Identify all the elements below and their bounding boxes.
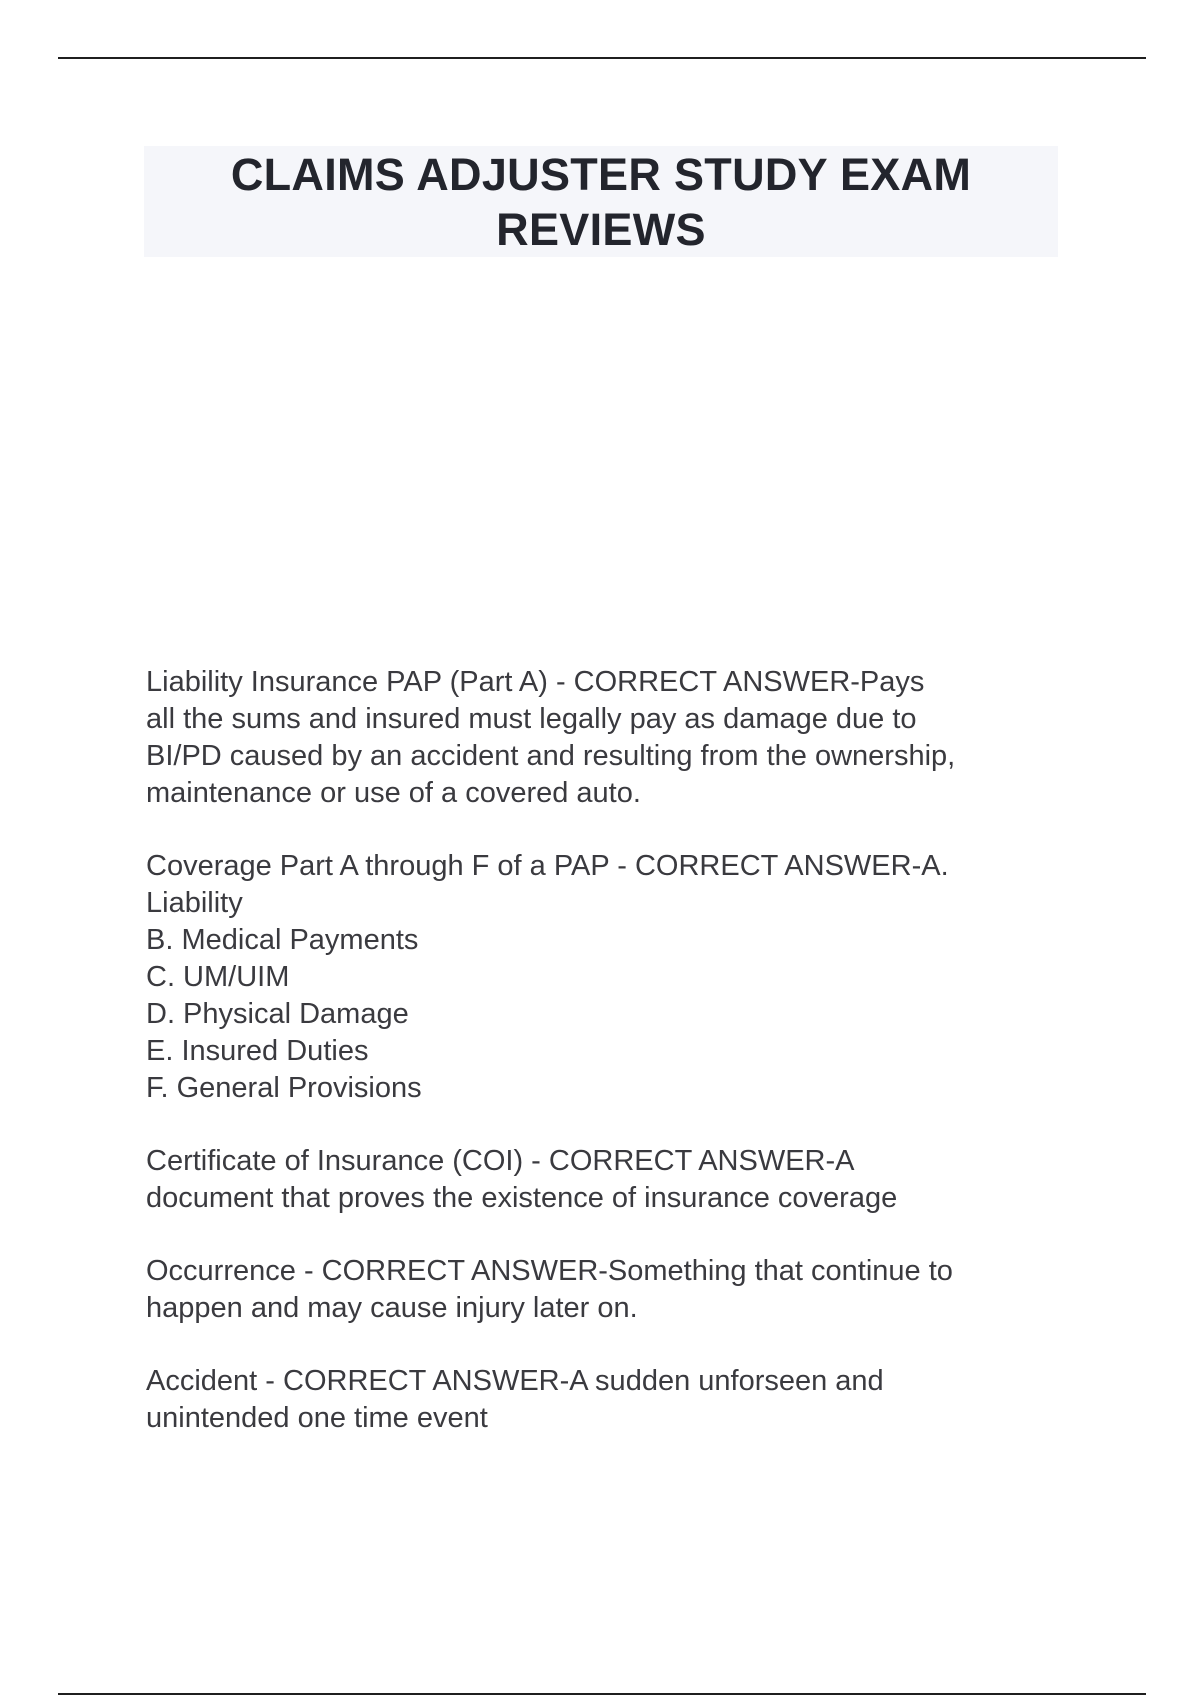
document-title (231, 147, 971, 257)
text-line: all the sums and insured must legally pay as damage due to (146, 703, 917, 735)
text-line: Liability Insurance PAP (Part A) - CORRECT ANSWER-Pays (146, 666, 925, 698)
qa-entry-accident (146, 1363, 1066, 1437)
title-banner (144, 146, 1058, 257)
text-line: Coverage Part A through F of a PAP - CORRECT ANSWER-A. (146, 850, 949, 882)
document-title-line-2: REVIEWS (496, 203, 706, 255)
text-line: D. Physical Damage (146, 998, 409, 1030)
text-line: Accident - CORRECT ANSWER-A sudden unforseen and (146, 1365, 884, 1397)
qa-entry-occurrence (146, 1253, 1066, 1327)
header-rule (58, 57, 1146, 59)
footer-rule (58, 1693, 1146, 1695)
text-line: E. Insured Duties (146, 1035, 369, 1067)
text-line: Certificate of Insurance (COI) - CORRECT ANSWER-A (146, 1145, 855, 1177)
text-line: happen and may cause injury later on. (146, 1292, 638, 1324)
text-line: F. General Provisions (146, 1072, 422, 1104)
document-title-line-1: CLAIMS ADJUSTER STUDY EXAM (230, 148, 972, 200)
text-line: C. UM/UIM (146, 961, 290, 993)
text-line: document that proves the existence of insurance coverage (146, 1182, 898, 1214)
qa-entry-certificate-of-insurance (146, 1143, 1066, 1217)
text-line: Liability (146, 887, 243, 919)
text-line: unintended one time event (146, 1402, 488, 1434)
text-line: maintenance or use of a covered auto. (146, 777, 641, 809)
qa-entry-coverage-parts (146, 848, 1066, 1107)
text-line: Occurrence - CORRECT ANSWER-Something that continue to (146, 1255, 953, 1287)
text-line: B. Medical Payments (146, 924, 419, 956)
qa-entry-liability-insurance (146, 664, 1066, 812)
text-line: BI/PD caused by an accident and resulting from the ownership, (146, 740, 956, 772)
qa-list (146, 664, 1066, 1473)
